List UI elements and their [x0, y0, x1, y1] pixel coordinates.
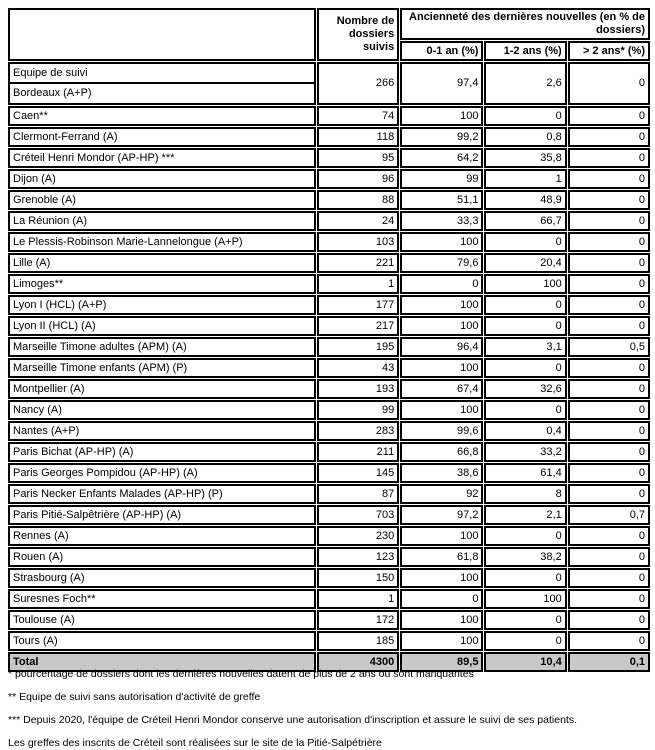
- total-value-cell: 89,5: [400, 652, 483, 672]
- value-cell: 0: [568, 106, 650, 126]
- value-cell: 99,2: [400, 127, 483, 147]
- value-cell: 20,4: [484, 253, 566, 273]
- site-label: Grenoble (A): [8, 190, 316, 210]
- site-label: La Réunion (A): [8, 211, 316, 231]
- site-label: Paris Pitié-Salpêtrière (AP-HP) (A): [8, 505, 316, 525]
- value-cell: 0,8: [484, 127, 566, 147]
- value-cell: 0: [568, 610, 650, 630]
- value-cell: 100: [400, 526, 483, 546]
- value-cell: 145: [317, 463, 399, 483]
- table-row: [8, 337, 650, 357]
- value-cell: 61,8: [400, 547, 483, 567]
- site-label: Rennes (A): [8, 526, 316, 546]
- value-cell: 0: [568, 568, 650, 588]
- table-row-group-bordeaux: [8, 62, 650, 105]
- value-cell: 0: [484, 106, 566, 126]
- value-cell: 66,8: [400, 442, 483, 462]
- table-row: [8, 463, 650, 483]
- value-cell: 24: [317, 211, 399, 231]
- value-cell: 51,1: [400, 190, 483, 210]
- value-cell: 217: [317, 316, 399, 336]
- table-row: [8, 568, 650, 588]
- site-label: Paris Bichat (AP-HP) (A): [8, 442, 316, 462]
- value-cell: 0: [400, 589, 483, 609]
- value-cell: 100: [400, 358, 483, 378]
- value-cell: 96: [317, 169, 399, 189]
- value-cell: 118: [317, 127, 399, 147]
- value-cell: 0: [568, 253, 650, 273]
- value-cell: 0: [568, 547, 650, 567]
- column-header-0-1-an: 0-1 an (%): [400, 41, 483, 61]
- value-cell: 100: [400, 295, 483, 315]
- value-cell: 74: [317, 106, 399, 126]
- table-row: [8, 442, 650, 462]
- table-row: [8, 505, 650, 525]
- value-cell: 0: [568, 589, 650, 609]
- value-cell: 43: [317, 358, 399, 378]
- value-cell: 38,6: [400, 463, 483, 483]
- total-value-cell: 10,4: [484, 652, 566, 672]
- value-cell: 66,7: [484, 211, 566, 231]
- value-cell: 0: [400, 274, 483, 294]
- value-cell: 8: [484, 484, 566, 504]
- site-label: Marseille Timone adultes (APM) (A): [8, 337, 316, 357]
- value-cell: 100: [400, 316, 483, 336]
- value-cell: 64,2: [400, 148, 483, 168]
- group-label-equipe-de-suivi: Equipe de suivi: [10, 64, 314, 84]
- site-label: Lyon II (HCL) (A): [8, 316, 316, 336]
- corner-cell: [8, 8, 316, 61]
- total-label: Total: [8, 652, 316, 672]
- table-row: [8, 547, 650, 567]
- value-cell: 99: [317, 400, 399, 420]
- value-cell: 67,4: [400, 379, 483, 399]
- value-cell: 87: [317, 484, 399, 504]
- value-cell: 283: [317, 421, 399, 441]
- table-row: [8, 127, 650, 147]
- value-cell: 0: [484, 568, 566, 588]
- value-cell: 100: [400, 568, 483, 588]
- footnote-4: Les greffes des inscrits de Créteil sont réalisées sur le site de la Pitié-Salpétrière: [8, 737, 382, 749]
- value-cell: 1: [317, 589, 399, 609]
- value-cell: 0: [484, 526, 566, 546]
- value-cell: 3,1: [484, 337, 566, 357]
- value-cell: 100: [400, 631, 483, 651]
- table-row: [8, 421, 650, 441]
- value-cell: 0: [568, 463, 650, 483]
- site-label: Créteil Henri Mondor (AP-HP) ***: [8, 148, 316, 168]
- table-row: [8, 274, 650, 294]
- value-cell: 0: [568, 442, 650, 462]
- value-cell: 0: [568, 169, 650, 189]
- site-label: Rouen (A): [8, 547, 316, 567]
- value-cell: 0: [568, 358, 650, 378]
- value-cell: 0,5: [568, 337, 650, 357]
- value-cell: 61,4: [484, 463, 566, 483]
- value-cell: 103: [317, 232, 399, 252]
- site-label: Clermont-Ferrand (A): [8, 127, 316, 147]
- site-label: Nancy (A): [8, 400, 316, 420]
- value-cell: 230: [317, 526, 399, 546]
- value-cell: 0,4: [484, 421, 566, 441]
- site-label: Lille (A): [8, 253, 316, 273]
- column-header-plus-2-ans: > 2 ans* (%): [568, 41, 650, 61]
- site-label: Limoges**: [8, 274, 316, 294]
- value-cell: 32,6: [484, 379, 566, 399]
- site-label: Paris Georges Pompidou (AP-HP) (A): [8, 463, 316, 483]
- footnote-3: *** Depuis 2020, l'équipe de Créteil Henri Mondor conserve une autorisation d'inscription et assure le suivi de ses patients.: [8, 714, 577, 726]
- value-cell: 0: [568, 526, 650, 546]
- table-row: [8, 358, 650, 378]
- value-cell: 88: [317, 190, 399, 210]
- site-label: Toulouse (A): [8, 610, 316, 630]
- site-label: Caen**: [8, 106, 316, 126]
- value-cell: 266: [317, 62, 399, 105]
- column-header-1-2-ans: 1-2 ans (%): [484, 41, 566, 61]
- followup-table: [7, 7, 651, 673]
- value-cell: 0: [568, 274, 650, 294]
- value-cell: 0: [484, 400, 566, 420]
- table-row: [8, 589, 650, 609]
- table-row: [8, 211, 650, 231]
- table-row: [8, 190, 650, 210]
- value-cell: 0: [568, 295, 650, 315]
- value-cell: 38,2: [484, 547, 566, 567]
- value-cell: 172: [317, 610, 399, 630]
- value-cell: 2,6: [484, 62, 566, 105]
- value-cell: 0: [484, 316, 566, 336]
- value-cell: 0: [568, 127, 650, 147]
- column-header-dossiers: Nombre de dossiers suivis: [317, 8, 399, 61]
- site-label: Paris Necker Enfants Malades (AP-HP) (P): [8, 484, 316, 504]
- table-row: [8, 169, 650, 189]
- value-cell: 92: [400, 484, 483, 504]
- value-cell: 100: [400, 106, 483, 126]
- site-label: Marseille Timone enfants (APM) (P): [8, 358, 316, 378]
- value-cell: 48,9: [484, 190, 566, 210]
- value-cell: 150: [317, 568, 399, 588]
- value-cell: 33,2: [484, 442, 566, 462]
- table-body: [8, 62, 650, 672]
- site-label: Suresnes Foch**: [8, 589, 316, 609]
- value-cell: 0: [568, 421, 650, 441]
- value-cell: 0: [568, 148, 650, 168]
- group-label-bordeaux: Bordeaux (A+P): [13, 87, 92, 99]
- table-row: [8, 316, 650, 336]
- table-row: [8, 400, 650, 420]
- value-cell: 0: [568, 316, 650, 336]
- value-cell: 96,4: [400, 337, 483, 357]
- table-row: [8, 253, 650, 273]
- value-cell: 100: [400, 610, 483, 630]
- value-cell: 0: [484, 610, 566, 630]
- value-cell: 33,3: [400, 211, 483, 231]
- table-row: [8, 295, 650, 315]
- value-cell: 1: [317, 274, 399, 294]
- value-cell: 97,2: [400, 505, 483, 525]
- value-cell: 35,8: [484, 148, 566, 168]
- total-value-cell: 4300: [317, 652, 399, 672]
- table-header: [8, 8, 650, 61]
- value-cell: 0: [568, 190, 650, 210]
- value-cell: 185: [317, 631, 399, 651]
- footnote-1: * pourcentage de dossiers dont les dernières nouvelles datent de plus de 2 ans ou sont manquantes: [8, 668, 474, 680]
- value-cell: 0: [568, 232, 650, 252]
- site-label: Strasbourg (A): [8, 568, 316, 588]
- value-cell: 100: [400, 232, 483, 252]
- value-cell: 0: [568, 484, 650, 504]
- table-row: [8, 610, 650, 630]
- value-cell: 195: [317, 337, 399, 357]
- footnote-2: ** Equipe de suivi sans autorisation d'activité de greffe: [8, 691, 261, 703]
- value-cell: 123: [317, 547, 399, 567]
- value-cell: 1: [484, 169, 566, 189]
- value-cell: 0: [568, 400, 650, 420]
- table-row: [8, 631, 650, 651]
- value-cell: 99,6: [400, 421, 483, 441]
- value-cell: 0: [568, 62, 650, 105]
- value-cell: 703: [317, 505, 399, 525]
- value-cell: 0: [484, 295, 566, 315]
- site-label: Nantes (A+P): [8, 421, 316, 441]
- value-cell: 100: [400, 400, 483, 420]
- value-cell: 0: [568, 211, 650, 231]
- footnotes: [8, 668, 648, 750]
- value-cell: 177: [317, 295, 399, 315]
- value-cell: 0: [568, 379, 650, 399]
- site-label-group: [8, 62, 316, 105]
- value-cell: 2,1: [484, 505, 566, 525]
- value-cell: 79,6: [400, 253, 483, 273]
- value-cell: 193: [317, 379, 399, 399]
- value-cell: 0: [484, 358, 566, 378]
- total-value-cell: 0,1: [568, 652, 650, 672]
- table-row: [8, 148, 650, 168]
- value-cell: 0: [484, 631, 566, 651]
- value-cell: 211: [317, 442, 399, 462]
- table-row: [8, 526, 650, 546]
- site-label: Le Plessis-Robinson Marie-Lannelongue (A+P): [8, 232, 316, 252]
- column-header-anciennete: Ancienneté des dernières nouvelles (en % de dossiers): [400, 8, 650, 40]
- site-label: Montpellier (A): [8, 379, 316, 399]
- value-cell: 0: [568, 631, 650, 651]
- site-label: Dijon (A): [8, 169, 316, 189]
- value-cell: 0: [484, 232, 566, 252]
- value-cell: 100: [484, 589, 566, 609]
- value-cell: 221: [317, 253, 399, 273]
- site-label: Tours (A): [8, 631, 316, 651]
- table-row: [8, 379, 650, 399]
- value-cell: 99: [400, 169, 483, 189]
- value-cell: 97,4: [400, 62, 483, 105]
- table-row: [8, 232, 650, 252]
- site-label: Lyon I (HCL) (A+P): [8, 295, 316, 315]
- table-row: [8, 484, 650, 504]
- value-cell: 0,7: [568, 505, 650, 525]
- value-cell: 100: [484, 274, 566, 294]
- value-cell: 95: [317, 148, 399, 168]
- table-row: [8, 106, 650, 126]
